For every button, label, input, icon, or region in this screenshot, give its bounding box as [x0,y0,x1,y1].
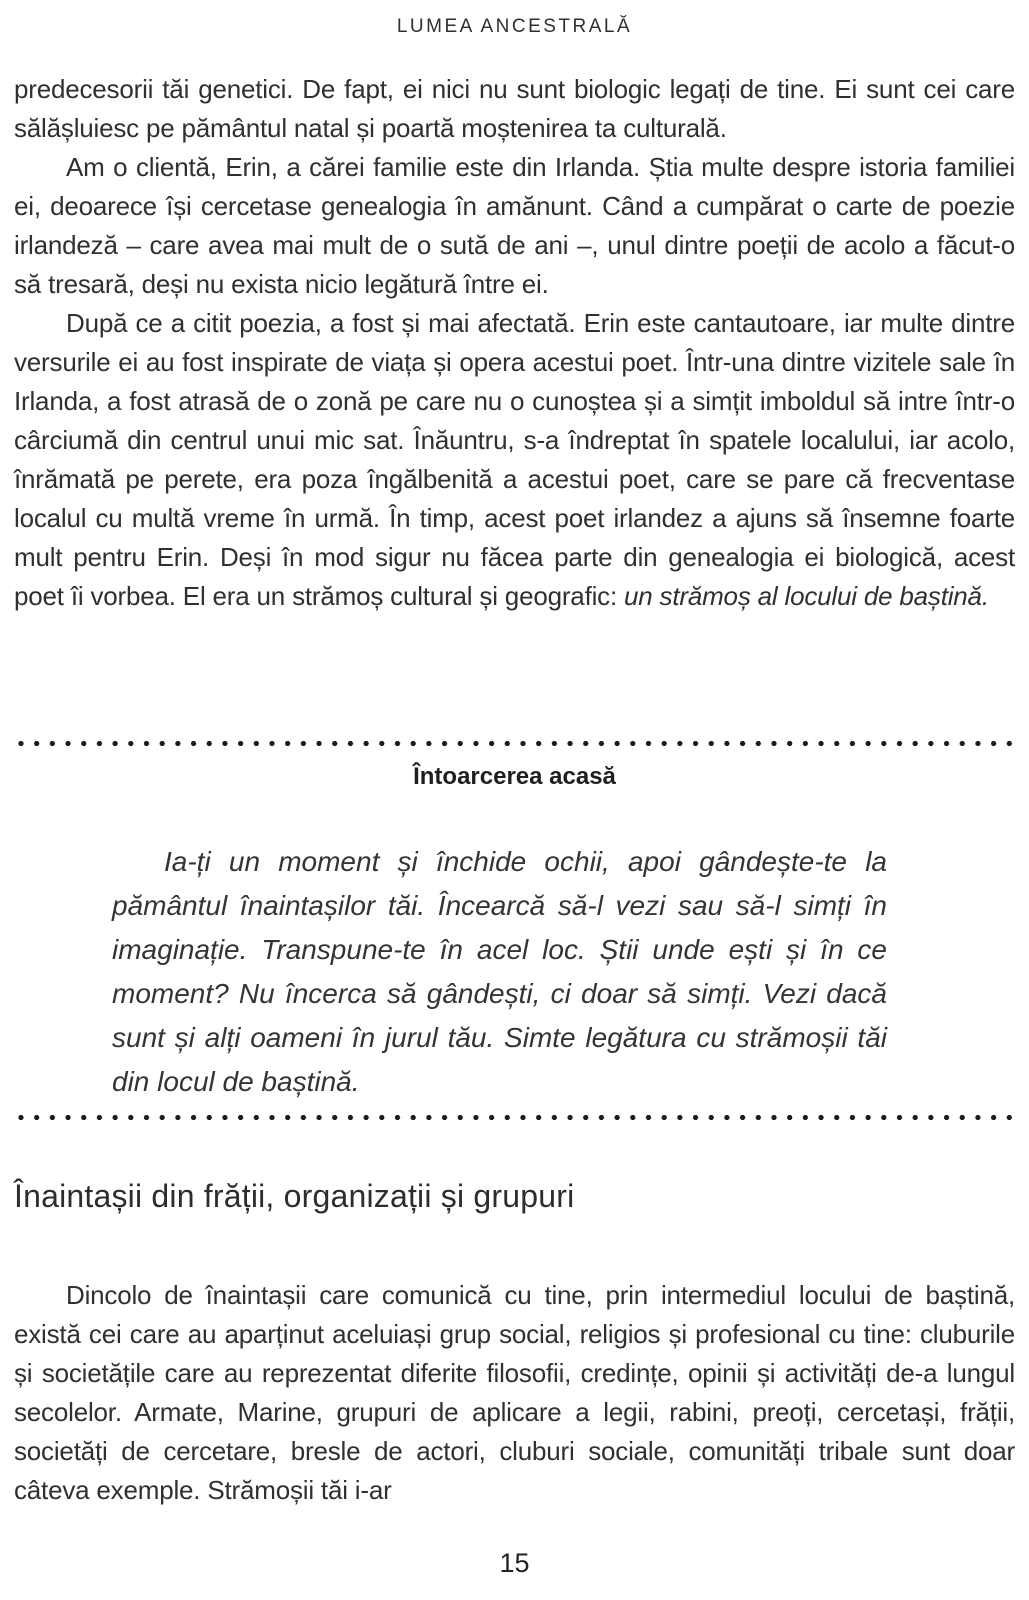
paragraph-continuation: predecesorii tăi genetici. De fapt, ei nici nu sunt biologic legați de tine. Ei sunt cei care sălășluiesc pe pământul natal și poartă moștenirea ta culturală. [14,74,1015,143]
paragraph-poet-story [14,304,1015,616]
dotted-divider-bottom [14,1114,1015,1121]
section-block [14,1172,1015,1510]
paragraph-poet-story-text: După ce a citit poezia, a fost și mai afectată. Erin este cantautoare, iar multe dintre versurile ei au fost inspirate de viața și opera acestui poet. Într-una dintre vizitele sale în Irlanda, a fost atrasă de o zonă pe care nu o cunoștea și a simțit imboldul să intre într-o cârciumă din centrul unui mic sat. Înăuntru, s-a îndreptat în spatele localului, iar acolo, înrămată pe perete, era poza îngălbenită a acestui poet, care se pare că frecventase localul cu multă vreme în urmă. În timp, acest poet irlandez a ajuns să însemne foarte mult pentru Erin. Deși în mod sigur nu făcea parte din genealogia ei biologică, acest poet îi vorbea. El era un strămoș cultural și geografic: [14,308,1015,611]
callout-body: Ia-ți un moment și închide ochii, apoi gândește-te la pământul înaintașilor tăi. Încearcă să-l vezi sau să-l simți în imaginație. Transpune-te în acel loc. Știi unde ești și în ce moment? Nu încerca să gândești, ci doar să simți. Vezi dacă sunt și alți oameni în jurul tău. Simte legătura cu strămoșii tăi din locul de baștină. [112,846,887,1097]
section-paragraph: Dincolo de înaintașii care comunică cu tine, prin intermediul locului de baștină, există cei care au aparținut aceluiași grup social, religios și profesional cu tine: cluburile și societățile care au reprezentat diferite filosofii, credințe, opinii și activități de-a lungul secolelor. Armate, Marine, grupuri de aplicare a legii, rabini, preoți, cercetași, frății, societăți de cercetare, bresle de actori, cluburi sociale, comunități tribale sunt doar câteva exemple. Strămoșii tăi i-ar [14,1280,1015,1505]
body-text-block [14,70,1015,616]
dotted-divider-top [14,740,1015,747]
page-number: 15 [499,1548,530,1578]
paragraph-poet-story-italic: un strămoș al locului de baștină. [624,581,989,611]
paragraph-erin-intro: Am o clientă, Erin, a cărei familie este din Irlanda. Știa multe despre istoria familiei ei, deoarece își cercetase genealogia în amănunt. Când a cumpărat o carte de poezie irlandeză – care avea mai mult de o sută de ani –, unul dintre poeții de acolo a făcut-o să tresară, deși nu exista nicio legătură între ei. [14,152,1015,299]
callout-title: Întoarcerea acasă [413,763,616,790]
exercise-callout [14,740,1015,1121]
running-head: LUMEA ANCESTRALĂ [396,16,633,37]
section-heading: Înaintașii din frății, organizații și grupuri [14,1178,575,1214]
